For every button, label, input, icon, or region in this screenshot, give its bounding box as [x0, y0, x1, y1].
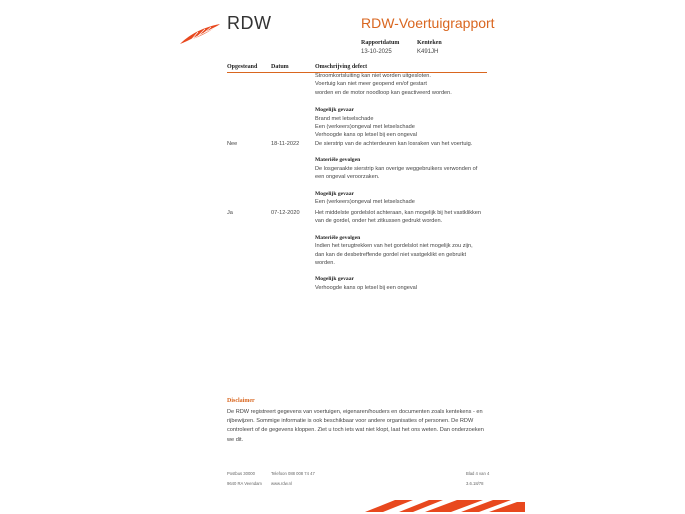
footer-postbus: Postbus 30000 — [227, 471, 255, 476]
report-date-block — [361, 39, 399, 57]
footer-phone: Telefoon 088 008 74 47 — [271, 471, 315, 476]
danger-line: Een (verkeers)ongeval met letselschade — [315, 124, 415, 131]
continued-description — [315, 72, 490, 140]
disclaimer-text: De RDW registreert gegevens van voertuigen, eigenaren/houders en documenten zoals kentekens - en rijbewijzen. Sommige informatie is ook beschikbaar voor andere organisaties of personen. De RDW controleert of de gegevens kloppen. Ziet u toch iets wat niet klopt, laat het ons weten. Dan onderzoeken we dit. — [227, 409, 484, 443]
row-description — [315, 209, 490, 292]
row-description — [315, 140, 490, 206]
plate-value: K491JH — [417, 49, 439, 55]
danger-heading: Mogelijk gevaar — [315, 190, 354, 197]
footer-page-info — [466, 469, 489, 489]
continued-line: worden en de motor noodloop kan geactiveerd worden. — [315, 89, 452, 96]
row-status: Nee — [227, 141, 238, 147]
report-title: RDW-Voertuigrapport — [361, 15, 495, 31]
description-line: van de gordel, onder het zitkussen gedrukt worden. — [315, 218, 443, 225]
consequences-line: een ongeval veroorzaken. — [315, 174, 380, 181]
disclaimer-title: Disclaimer — [227, 398, 255, 404]
report-date-value: 13-10-2025 — [361, 49, 392, 55]
danger-line: Verhoogde kans op letsel bij een ongeval — [315, 284, 418, 291]
column-header-description: Omschrijving defect — [315, 64, 368, 70]
danger-line: Brand met letselschade — [315, 115, 374, 122]
column-header-date: Datum — [271, 64, 289, 70]
consequences-line: dan kan de desbetreffende gordel niet vastgeklikt en gebruikt — [315, 251, 467, 258]
plate-block — [417, 39, 442, 57]
description-line: Het middelste gordelslot achteraan, kan mogelijk bij het vastklikken — [315, 210, 482, 216]
row-date: 18-11-2022 — [271, 141, 300, 147]
danger-heading: Mogelijk gevaar — [315, 107, 354, 114]
consequences-line: De losgeraakte sierstrip kan overige weggebruikers verwonden of — [315, 165, 478, 172]
footer-web-link[interactable]: www.rdw.nl — [271, 481, 292, 486]
description-line: De sierstrip van de achterdeuren kan losraken van het voertuig. — [315, 141, 473, 147]
danger-heading: Mogelijk gevaar — [315, 276, 354, 283]
row-status: Ja — [227, 210, 233, 216]
danger-line: Een (verkeers)ongeval met letselschade — [315, 199, 415, 206]
rdw-feather-logo-icon — [178, 22, 222, 46]
continued-line: Stroomkortsluiting kan niet worden uitgesloten. — [315, 73, 431, 79]
danger-line: Verhoogde kans op letsel bij een ongeval — [315, 132, 418, 139]
column-header-status: Opgesteand — [227, 64, 258, 70]
decorative-stripes-icon — [365, 498, 525, 514]
footer-code: 3.6.18/78 — [466, 481, 484, 486]
consequences-heading: Materiële gevolgen — [315, 234, 361, 241]
consequences-heading: Materiële gevolgen — [315, 157, 361, 164]
consequences-line: Indien het terugtrekken van het gordelslot niet mogelijk zou zijn, — [315, 243, 473, 250]
plate-label: Kenteken — [417, 40, 442, 46]
footer-city: 9640 RA Veendam — [227, 481, 262, 486]
report-date-label: Rapportdatum — [361, 40, 400, 46]
brand-name: RDW — [227, 13, 272, 33]
footer-page-number: Blad 4 van 4 — [466, 471, 490, 476]
row-date: 07-12-2020 — [271, 210, 300, 216]
continued-line: Voertuig kan niet meer geopend en/of gestart — [315, 81, 427, 88]
consequences-line: worden. — [315, 260, 335, 267]
footer-address — [227, 469, 262, 489]
footer-contact — [271, 469, 315, 489]
